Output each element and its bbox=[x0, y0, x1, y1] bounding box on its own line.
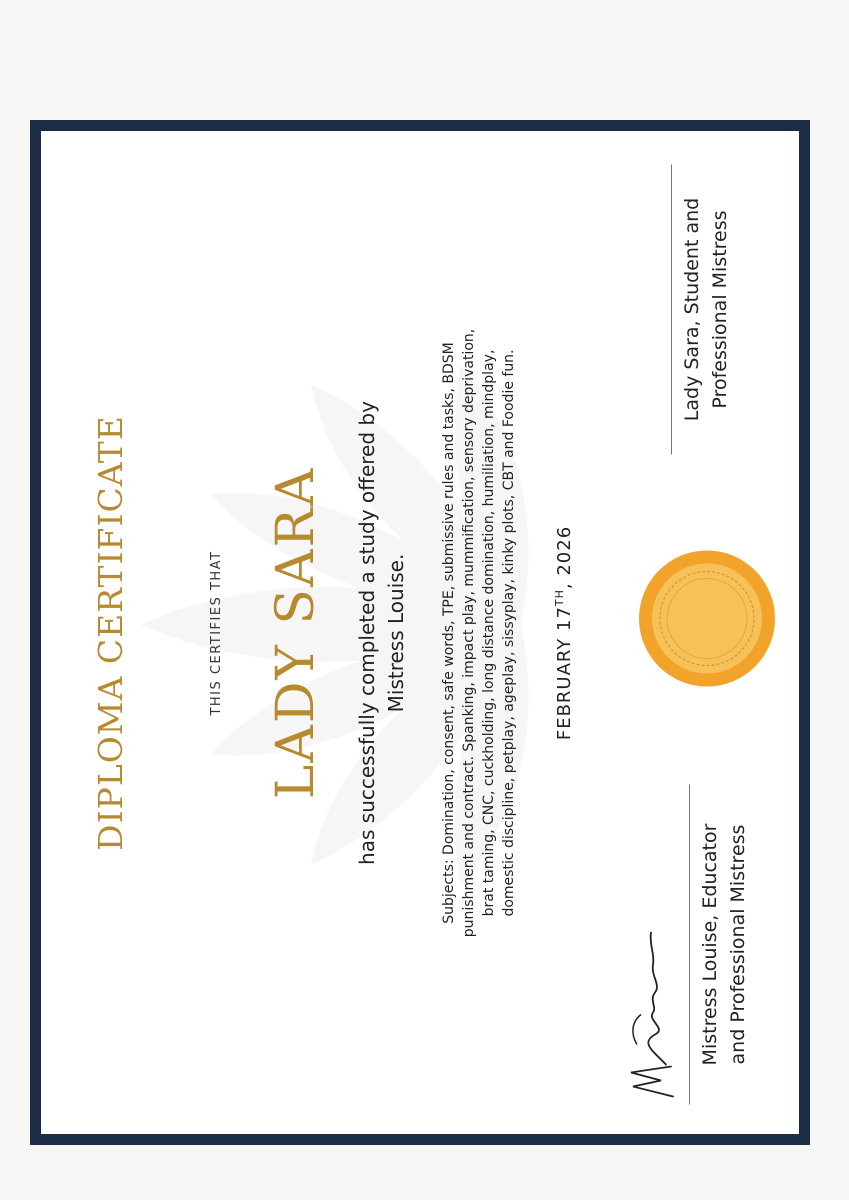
completion-statement bbox=[353, 281, 411, 984]
gold-seal bbox=[638, 549, 776, 687]
certificate-title: DIPLOMA CERTIFICATE bbox=[91, 414, 130, 851]
educator-title: and Professional Mistress bbox=[727, 824, 749, 1064]
student-signature-block bbox=[671, 164, 734, 454]
educator-signature-block bbox=[689, 784, 752, 1104]
certificate-date bbox=[553, 131, 575, 1134]
certificate-content bbox=[41, 131, 799, 1134]
completion-line-2: Mistress Louise. bbox=[384, 553, 408, 712]
date-suffix: TH bbox=[553, 588, 566, 606]
date-month-day: FEBRUARY 17 bbox=[554, 605, 575, 740]
student-title: Professional Mistress bbox=[709, 209, 731, 409]
certificate-frame bbox=[30, 120, 810, 1145]
completion-line-1: has successfully completed a study offered by bbox=[355, 400, 379, 865]
student-name: Lady Sara, Student and bbox=[681, 197, 703, 421]
date-year: , 2026 bbox=[554, 525, 575, 589]
student-signature-line bbox=[671, 164, 672, 454]
subjects-list: Subjects: Domination, consent, safe words, TPE, submissive rules and tasks, BDSM punishment and contract. Spanking, impact play, mummification, sensory deprivation, brat taming, CNC, cuckholding, long distance domination, humiliation, mindplay, domestic discipline, petplay, ageplay, sissyplay, kinky plots, CBT and Foodie fun. bbox=[441, 328, 517, 937]
educator-signature-line bbox=[689, 784, 690, 1104]
mistress-louise-signature bbox=[611, 924, 691, 1104]
recipient-name: LADY SARA bbox=[266, 466, 326, 799]
educator-name: Mistress Louise, Educator bbox=[699, 823, 721, 1065]
certifies-line: THIS CERTIFIES THAT bbox=[209, 549, 224, 716]
